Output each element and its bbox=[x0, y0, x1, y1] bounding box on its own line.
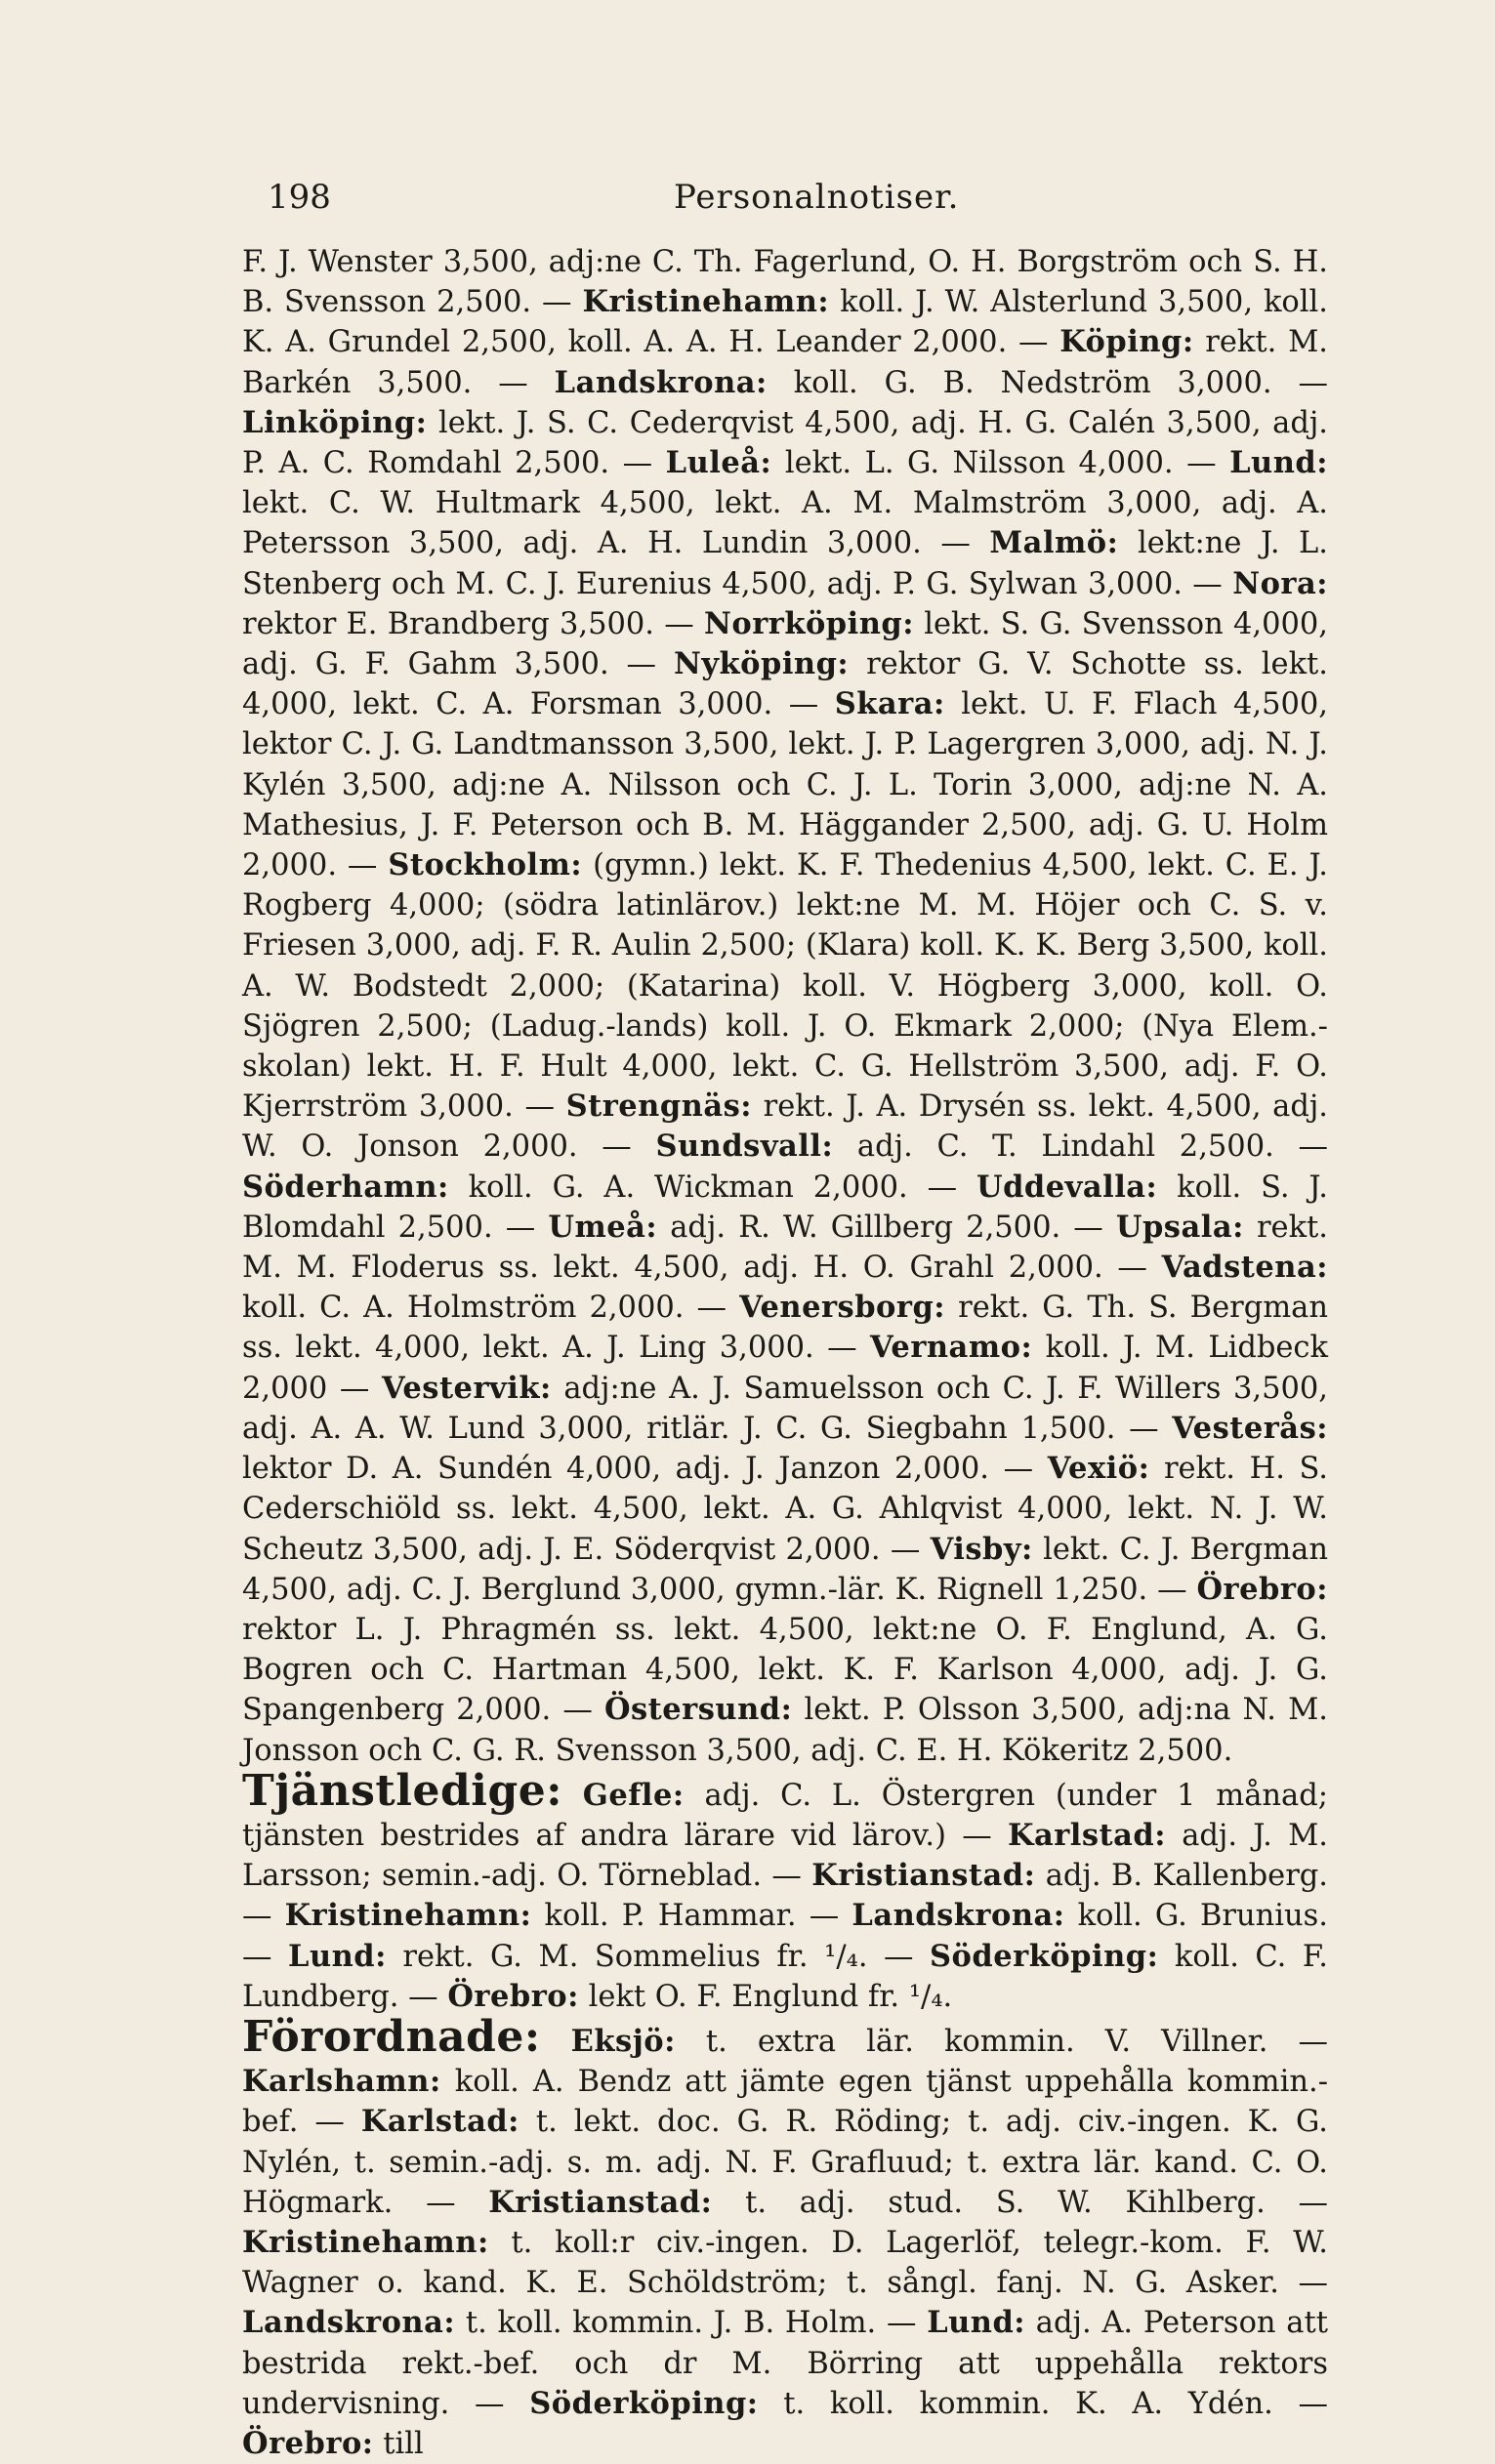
place-name: Karlshamn: bbox=[242, 2064, 441, 2100]
place-name: Kristianstad: bbox=[811, 1858, 1036, 1894]
place-name: Lund: bbox=[927, 2305, 1026, 2341]
text-run: lekt. P. Olsson 3,500, adj:na N. M. Jonsson och C. G. R. Svensson 3,500, adj. C. E. H. Kökeritz 2,500. bbox=[242, 1693, 1328, 1768]
text-run: lekt. U. F. Flach 4,500, lektor C. J. G. Landtmansson 3,500, lekt. J. P. Lagergren 3,000, adj. N. J. Kylén 3,500, adj:ne A. Nilsson och C. J. L. Torin 3,000, adj:ne N. A. Mathesius, J. F. Peterson och B. M. Häggander 2,500, adj. G. U. Holm 2,000. — bbox=[242, 687, 1328, 883]
text-run: lekt O. F. Englund fr. ¹/₄. bbox=[578, 1979, 953, 2014]
text-run: adj. J. M. Larsson; semin.-adj. O. Törneblad. — bbox=[242, 1818, 1328, 1894]
text-run: lekt. J. S. C. Cederqvist 4,500, adj. H. G. Calén 3,500, adj. P. A. C. Romdahl 2,500. — bbox=[242, 405, 1328, 481]
text-run: rektor G. V. Schotte ss. lekt. 4,000, lekt. C. A. Forsman 3,000. — bbox=[242, 647, 1329, 722]
text-run: t. lekt. doc. G. R. Röding; t. adj. civ.-ingen. K. G. Nylén, t. semin.-adj. s. m. adj. N. F. Grafluud; t. extra lär. kand. C. O. Högmark. — bbox=[242, 2105, 1328, 2220]
paragraph bbox=[242, 2011, 1328, 2464]
place-name: Gefle: bbox=[582, 1777, 685, 1813]
place-name: Sundsvall: bbox=[655, 1129, 834, 1165]
place-name: Söderhamn: bbox=[242, 1169, 449, 1205]
place-name: Norrköping: bbox=[703, 605, 914, 641]
text-run: t. koll:r civ.-ingen. D. Lagerlöf, telegr.-kom. F. W. Wagner o. kand. K. E. Schöldström; t. sångl. fanj. N. G. Asker. — bbox=[242, 2225, 1328, 2301]
text-run: lektor D. A. Sundén 4,000, adj. J. Janzon 2,000. — bbox=[242, 1452, 1048, 1487]
place-name: Karlstad: bbox=[1007, 1817, 1166, 1853]
place-name: Söderköping: bbox=[529, 2385, 759, 2421]
text-run: F. J. Wenster 3,500, adj:ne C. Th. Fagerlund, O. H. Borgström och S. H. B. Svensson 2,500. — bbox=[242, 245, 1328, 320]
text-run: t. koll. kommin. K. A. Ydén. — bbox=[758, 2386, 1328, 2421]
place-name: Landskrona: bbox=[554, 364, 768, 400]
text-run bbox=[562, 1779, 583, 1813]
text-run: koll. J. W. Alsterlund 3,500, koll. K. A. Grundel 2,500, koll. A. A. H. Leander 2,000. — bbox=[242, 285, 1328, 360]
place-name: Lund: bbox=[288, 1938, 387, 1974]
place-name: Landskrona: bbox=[242, 2305, 456, 2341]
place-name: Skara: bbox=[834, 686, 945, 722]
place-name: Eksjö: bbox=[570, 2023, 676, 2059]
place-name: Kristinehamn: bbox=[242, 2224, 489, 2260]
text-run: koll. G. B. Nedström 3,000. — bbox=[767, 365, 1328, 400]
place-name: Linköping: bbox=[242, 404, 428, 440]
text-run: rekt. G. M. Sommelius fr. ¹/₄. — bbox=[386, 1939, 931, 1974]
place-name: Vesterås: bbox=[1172, 1410, 1328, 1446]
text-run: (gymn.) lekt. K. F. Thedenius 4,500, lekt. C. E. J. Rogberg 4,000; (södra latinlärov.) lekt:ne M. M. Höjer och C. S. v. Friesen 3,000, adj. F. R. Aulin 2,500; (Klara) koll. K. K. Berg 3,500, koll. A. W. Bodstedt 2,000; (Katarina) koll. V. Högberg 3,000, koll. O. Sjögren 2,500; (Ladug.-lands) koll. J. O. Ekmark 2,000; (Nya Elem.-skolan) lekt. H. F. Hult 4,000, lekt. C. G. Hellström 3,500, adj. F. O. Kjerrström 3,000. — bbox=[242, 848, 1328, 1125]
text-run: lekt. S. G. Svensson 4,000, adj. G. F. Gahm 3,500. — bbox=[242, 606, 1328, 682]
place-name: Vexiö: bbox=[1047, 1451, 1150, 1487]
text-run: lekt. C. J. Bergman 4,500, adj. C. J. Berglund 3,000, gymn.-lär. K. Rignell 1,250. — bbox=[242, 1532, 1328, 1607]
text-run: adj. A. Peterson att bestrida rekt.-bef. och dr M. Börring att uppehålla rektors undervisning. — bbox=[242, 2306, 1328, 2421]
text-run: koll. C. A. Holmström 2,000. — bbox=[242, 1291, 740, 1326]
text-run: koll. G. A. Wickman 2,000. — bbox=[448, 1170, 976, 1205]
text-run: rekt. M. Barkén 3,500. — bbox=[242, 325, 1328, 400]
place-name: Lund: bbox=[1229, 445, 1328, 481]
place-name: Umeå: bbox=[548, 1209, 658, 1245]
place-name: Strengnäs: bbox=[565, 1088, 753, 1125]
text-run: rekt. H. S. Cederschiöld ss. lekt. 4,500, lekt. A. G. Ahlqvist 4,000, lekt. N. J. W. Scheutz 3,500, adj. J. E. Söderqvist 2,000. — bbox=[242, 1452, 1328, 1567]
text-run: rekt. J. A. Drysén ss. lekt. 4,500, adj. W. O. Jonson 2,000. — bbox=[242, 1089, 1328, 1165]
text-run: lekt. C. W. Hultmark 4,500, lekt. A. M. Malmström 3,000, adj. A. Petersson 3,500, adj. A. H. Lundin 3,000. — bbox=[242, 486, 1328, 561]
place-name: Visby: bbox=[930, 1531, 1033, 1567]
place-name: Örebro: bbox=[242, 2425, 374, 2461]
paragraph bbox=[242, 1765, 1329, 2017]
place-name: Köping: bbox=[1059, 324, 1194, 360]
place-name: Vestervik: bbox=[382, 1370, 552, 1406]
place-name: Malmö: bbox=[989, 525, 1119, 561]
place-name: Luleå: bbox=[665, 445, 772, 481]
text-run: rekt. M. M. Floderus ss. lekt. 4,500, adj. H. O. Grahl 2,000. — bbox=[242, 1210, 1329, 1286]
paragraph bbox=[242, 242, 1328, 1771]
place-name: Uddevalla: bbox=[976, 1169, 1158, 1205]
body-text bbox=[242, 242, 1328, 2464]
section-heading: Förordnade: bbox=[242, 2011, 541, 2062]
text-run: adj:ne A. J. Samuelsson och C. J. F. Willers 3,500, adj. A. A. W. Lund 3,000, ritlär. J. C. G. Siegbahn 1,500. — bbox=[242, 1371, 1328, 1446]
text-run: koll. C. F. Lundberg. — bbox=[242, 1939, 1328, 2014]
text-run: lekt:ne J. L. Stenberg och M. C. J. Eurenius 4,500, adj. P. G. Sylwan 3,000. — bbox=[242, 526, 1328, 601]
text-run: koll. S. J. Blomdahl 2,500. — bbox=[242, 1170, 1328, 1245]
text-run: adj. C. L. Östergren (under 1 månad; tjänsten bestrides af andra lärare vid lärov.) — bbox=[242, 1778, 1329, 1853]
place-name: Stockholm: bbox=[388, 847, 583, 883]
place-name: Kristinehamn: bbox=[582, 284, 830, 320]
text-run: rektor L. J. Phragmén ss. lekt. 4,500, lekt:ne O. F. Englund, A. G. Bogren och C. Hartman 4,500, lekt. K. F. Karlson 4,000, adj. J. G. Spangenberg 2,000. — bbox=[242, 1612, 1328, 1728]
place-name: Örebro: bbox=[447, 1978, 579, 2014]
text-run: adj. B. Kallenberg. — bbox=[242, 1859, 1328, 1934]
place-name: Upsala: bbox=[1115, 1209, 1244, 1245]
text-run: till bbox=[373, 2426, 424, 2461]
place-name: Kristinehamn: bbox=[284, 1898, 532, 1934]
running-title: Personalnotiser. bbox=[674, 178, 960, 217]
text-run: koll. J. M. Lidbeck 2,000 — bbox=[242, 1331, 1328, 1406]
page-number: 198 bbox=[268, 178, 331, 217]
text-run: koll. G. Brunius. — bbox=[242, 1899, 1328, 1974]
place-name: Kristianstad: bbox=[488, 2184, 713, 2220]
place-name: Landskrona: bbox=[851, 1898, 1065, 1934]
place-name: Venersborg: bbox=[739, 1290, 946, 1326]
text-run: rektor E. Brandberg 3,500. — bbox=[242, 606, 704, 641]
page-header bbox=[244, 164, 1328, 223]
place-name: Nyköping: bbox=[673, 646, 850, 682]
place-name: Vadstena: bbox=[1161, 1250, 1328, 1286]
text-run: lekt. L. G. Nilsson 4,000. — bbox=[771, 446, 1230, 481]
text-run: adj. C. T. Lindahl 2,500. — bbox=[833, 1129, 1328, 1165]
text-run: koll. P. Hammar. — bbox=[531, 1899, 852, 1934]
text-run: koll. A. Bendz att jämte egen tjänst uppehålla kommin.-bef. — bbox=[242, 2065, 1328, 2140]
place-name: Östersund: bbox=[603, 1692, 793, 1728]
text-run: t. koll. kommin. J. B. Holm. — bbox=[455, 2306, 928, 2341]
place-name: Vernamo: bbox=[870, 1330, 1033, 1366]
place-name: Söderköping: bbox=[930, 1938, 1159, 1974]
text-run bbox=[541, 2025, 571, 2059]
place-name: Örebro: bbox=[1196, 1571, 1328, 1607]
place-name: Nora: bbox=[1232, 565, 1328, 601]
text-run: adj. R. W. Gillberg 2,500. — bbox=[657, 1210, 1116, 1245]
place-name: Karlstad: bbox=[360, 2104, 519, 2140]
text-run: t. adj. stud. S. W. Kihlberg. — bbox=[712, 2185, 1328, 2220]
text-run: t. extra lär. kommin. V. Villner. — bbox=[675, 2024, 1328, 2059]
text-run: rekt. G. Th. S. Bergman ss. lekt. 4,000, lekt. A. J. Ling 3,000. — bbox=[242, 1291, 1328, 1366]
section-heading: Tjänstledige: bbox=[242, 1765, 562, 1816]
